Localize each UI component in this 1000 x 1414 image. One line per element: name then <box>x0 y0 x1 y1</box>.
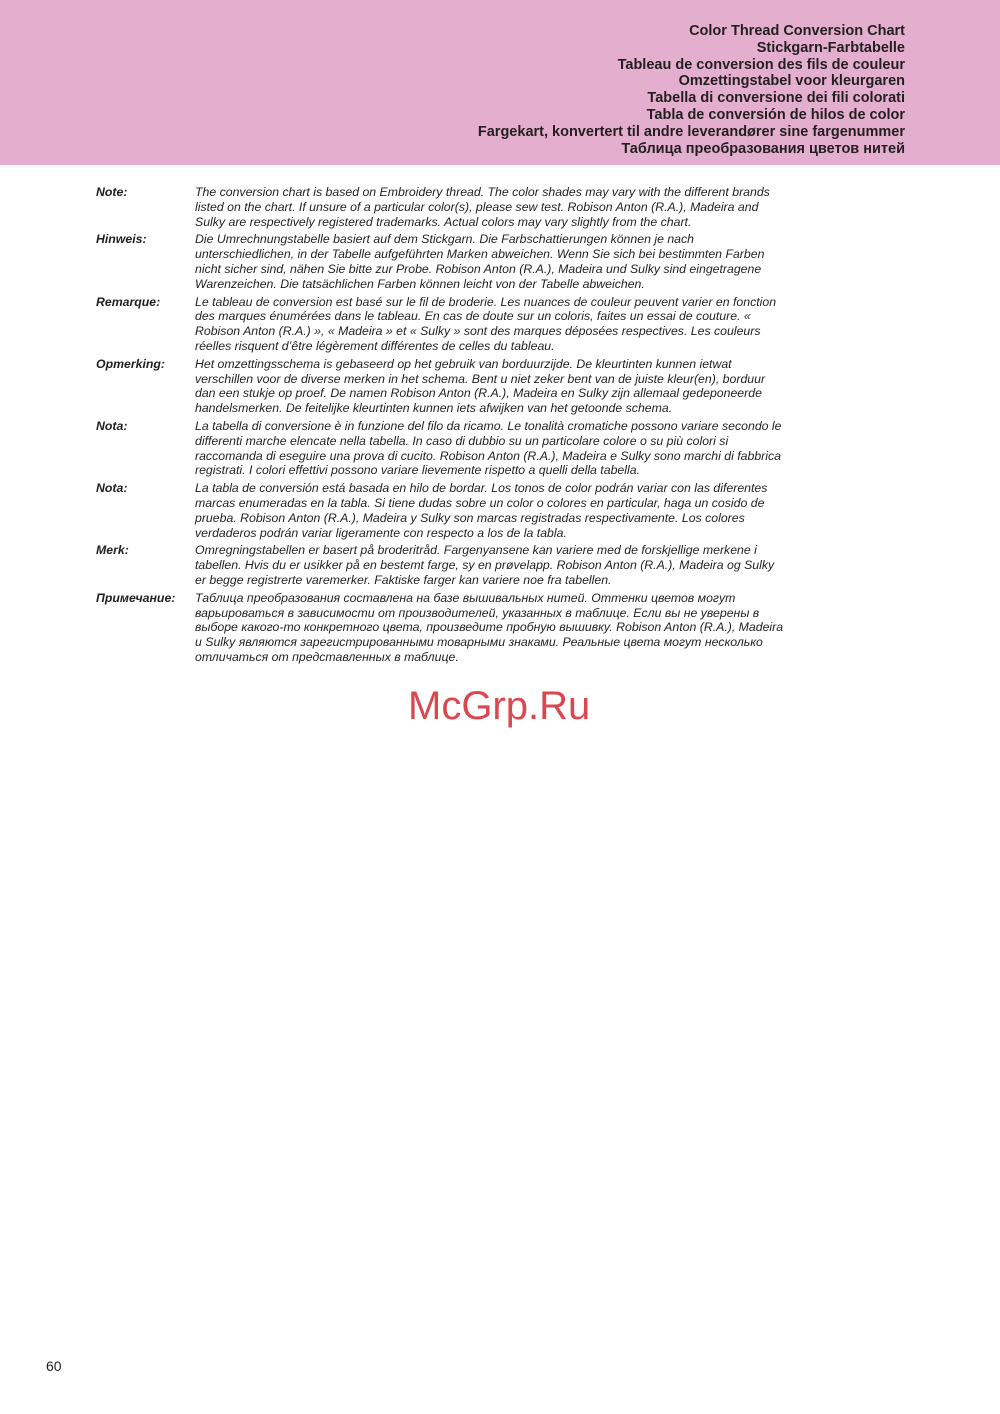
note-text: Le tableau de conversion est basé sur le fil de broderie. Les nuances de couleur peuvent varier en fonction des marques énumérées dans le tableau. En cas de doute sur un coloris, faites un essai de couture. « Robison Anton (R.A.) », « Madeira » et « Sulky » sont des marques déposées respectives. Les couleurs réelles risquent d’être légèrement différentes de celles du tableau. <box>195 294 777 353</box>
title-dutch: Omzettingstabel voor kleurgaren <box>678 73 905 90</box>
header-band <box>0 0 1000 165</box>
page-number: 60 <box>46 1358 62 1374</box>
note-text: The conversion chart is based on Embroidery thread. The color shades may vary with the different brands listed on the chart. If unsure of a particular color(s), please sew test. Robison Anton (R.A.), Madeira and Sulky are respectively registered trademarks. Actual colors may vary slightly from the chart. <box>195 185 770 229</box>
note-text: La tabla de conversión está basada en hilo de bordar. Los tonos de color podrán variar con las diferentes marcas enumeradas en la tabla. Si tiene dudas sobre un color o colores en particular, haga un cosido de prueba. Robison Anton (R.A.), Madeira y Sulky son marcas registradas respectivamente. Los colores verdaderos podrán variar ligeramente con respecto a los de la tabla. <box>195 481 768 540</box>
note-norwegian <box>96 543 796 587</box>
note-text: Die Umrechnungstabelle basiert auf dem Stickgarn. Die Farbschattierungen können je nach unterschiedlichen, in der Tabelle aufgeführten Marken abweichen. Wenn Sie sich bei bestimmten Farben nicht sicher sind, nähen Sie bitte zur Probe. Robison Anton (R.A.), Madeira und Sulky sind eingetragene Warenzeichen. Die tatsächlichen Farben können leicht von der Tabelle abweichen. <box>195 232 765 291</box>
notes-list <box>96 185 796 668</box>
note-spanish <box>96 481 796 540</box>
note-german <box>96 232 796 291</box>
title-italian: Tabella di conversione dei fili colorati <box>647 90 905 107</box>
title-spanish: Tabla de conversión de hilos de color <box>646 106 905 123</box>
title-french: Tableau de conversion des fils de couleur <box>617 56 905 73</box>
note-label: Opmerking: <box>96 356 166 371</box>
note-russian <box>96 591 796 665</box>
note-dutch <box>96 357 796 416</box>
note-label: Hinweis: <box>96 232 147 247</box>
title-norwegian: Fargekart, konvertert til andre leverandører sine fargenummer <box>477 123 905 140</box>
note-label: Note: <box>96 185 128 199</box>
note-label: Remarque: <box>96 294 161 309</box>
note-label: Merk: <box>96 543 129 558</box>
note-label: Nota: <box>96 418 128 433</box>
title-russian: Таблица преобразования цветов нитей <box>621 140 905 157</box>
title-block <box>478 23 905 157</box>
note-english <box>96 185 796 229</box>
note-text: Таблица преобразования составлена на базе вышивальных нитей. Оттенки цветов могут варьироваться в зависимости от производителей, указанных в таблице. Если вы не уверены в выборе какого-то конкретного цвета, произведите пробную вышивку. Robison Anton (R.A.), Madeira и Sulky являются зарегистрированными товарными знаками. Реальные цвета могут несколько отличаться от представленных в таблице. <box>195 590 784 664</box>
note-french <box>96 295 796 354</box>
watermark: McGrp.Ru <box>408 684 591 728</box>
title-german: Stickgarn-Farbtabelle <box>756 39 905 56</box>
note-text: La tabella di conversione è in funzione del filo da ricamo. Le tonalità cromatiche possono variare secondo le differenti marche elencate nella tabella. In caso di dubbio su un particolare colore o su più colori si raccomanda di eseguire una prova di cucito. Robison Anton (R.A.), Madeira e Sulky sono marchi di fabbrica registrati. I colori effettivi possono variare lievemente rispetto a quelli della tabella. <box>195 418 782 478</box>
note-label: Примечание: <box>96 590 176 605</box>
title-english: Color Thread Conversion Chart <box>689 23 905 39</box>
note-label: Nota: <box>96 481 128 496</box>
note-text: Het omzettingsschema is gebaseerd op het gebruik van borduurzijde. De kleurtinten kunnen ietwat verschillen voor de diverse merken in het schema. Bent u niet zeker bent van de juiste kleur(en), borduur dan een stukje op proef. De namen Robison Anton (R.A.), Madeira en Sulky zijn allemaal gedeponeerde handelsmerken. De feitelijke kleurtinten kunnen iets afwijken van het getoonde schema. <box>195 356 766 416</box>
note-text: Omregningstabellen er basert på broderitråd. Fargenyansene kan variere med de forskjellige merkene i tabellen. Hvis du er usikker på en bestemt farge, sy en prøvelapp. Robison Anton (R.A.), Madeira og Sulky er begge registrerte varemerker. Faktiske farger kan variere noe fra tabellen. <box>195 543 775 587</box>
note-italian <box>96 419 796 478</box>
